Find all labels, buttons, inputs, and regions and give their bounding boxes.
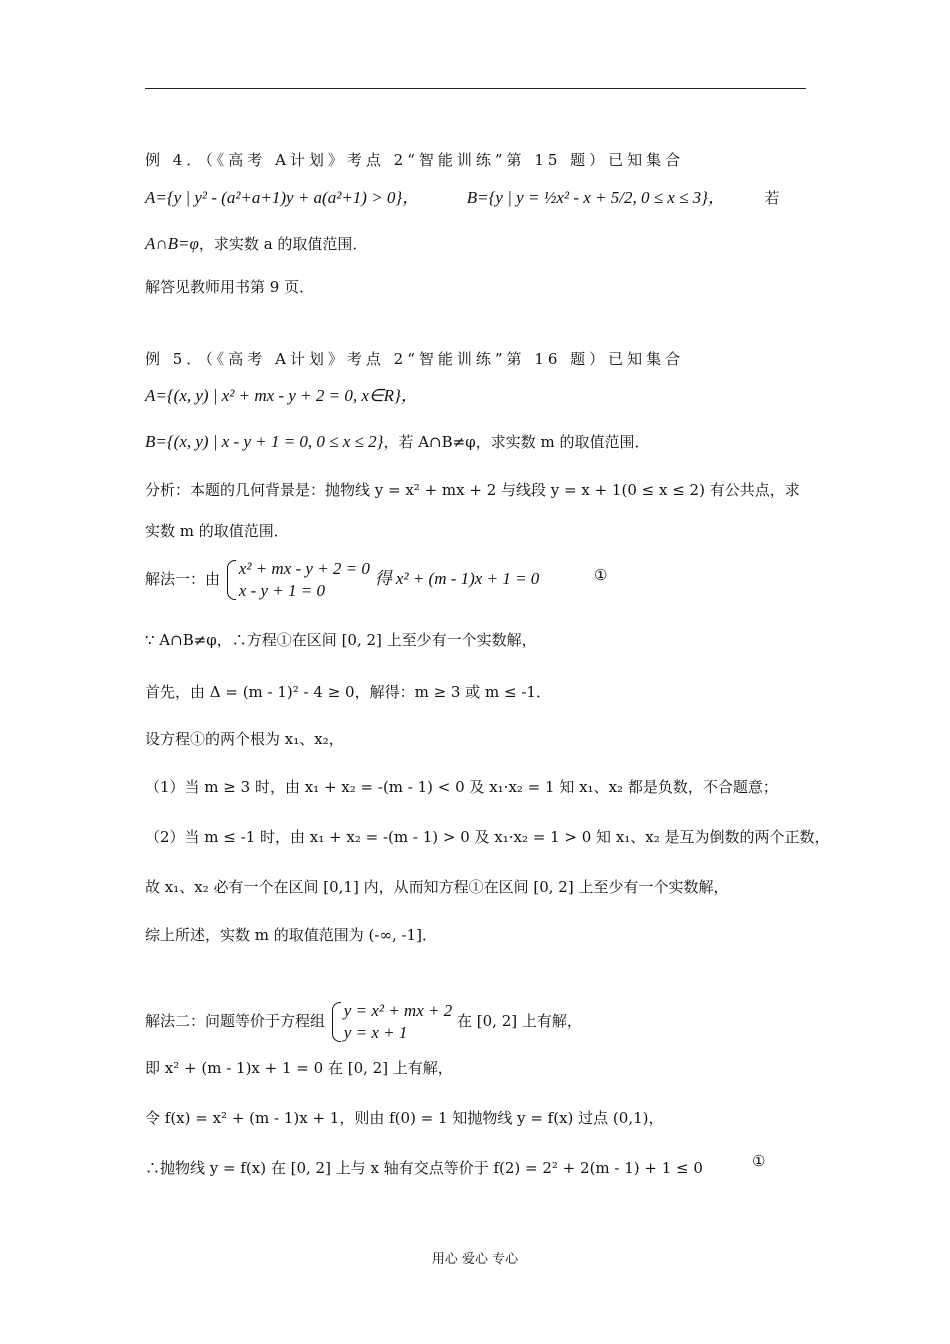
ex5-because: ∵ A∩B≠φ，∴方程①在区间 [0, 2] 上至少有一个实数解， — [145, 631, 537, 649]
ex5-set-a-expr: A={(x, y) | x² + mx - y + 2 = 0, x∈R}， — [145, 386, 418, 405]
sol1-eq2: x - y + 1 = 0 — [238, 581, 325, 600]
ex5-ask: ，若 A∩B≠φ，求实数 m 的取值范围． — [383, 433, 650, 451]
sol1-system — [225, 558, 370, 602]
ex4-set-a: A={y | y² - (a²+a+1)y + a(a²+1) > 0}， — [145, 188, 420, 207]
ex4-cond: A∩B=φ — [145, 234, 199, 253]
sol2-lead: 解法二：问题等价于方程组 — [145, 1012, 326, 1030]
header-rule — [145, 88, 806, 89]
ex5-ji: 即 x² + (m - 1)x + 1 = 0 在 [0, 2] 上有解， — [145, 1059, 453, 1077]
ex5-title: 例 5．（《高考 A计划》考点 2“智能训练”第 16 题）已知集合 — [145, 350, 685, 368]
circle-one-marker: ① — [594, 566, 608, 584]
circle-one-marker-2: ① — [752, 1152, 766, 1170]
ex5-sol2 — [145, 1000, 582, 1044]
ex5-analysis-1: 分析：本题的几何背景是：抛物线 y = x² + mx + 2 与线段 y = x + 1(0 ≤ x ≤ 2) 有公共点，求 — [145, 481, 800, 499]
ex5-first: 首先，由 Δ = (m - 1)² - 4 ≥ 0，解得：m ≥ 3 或 m ≤ -1． — [145, 683, 551, 701]
sol1-eq1: x² + mx - y + 2 = 0 — [238, 559, 370, 578]
ex5-case1: （1）当 m ≥ 3 时，由 x₁ + x₂ = -(m - 1) < 0 及 x₁·x₂ = 1 知 x₁、x₂ 都是负数，不合题意； — [145, 778, 778, 796]
ex5-sol1 — [145, 558, 539, 602]
ex5-therefore2: ∴抛物线 y = f(x) 在 [0, 2] 上与 x 轴有交点等价于 f(2) = 2² + 2(m - 1) + 1 ≤ 0 — [145, 1159, 703, 1177]
sol2-tail: 在 [0, 2] 上有解， — [457, 1012, 582, 1030]
sol2-system — [330, 1000, 452, 1044]
ex5-case2: （2）当 m ≤ -1 时，由 x₁ + x₂ = -(m - 1) > 0 及 x₁·x₂ = 1 > 0 知 x₁、x₂ 是互为倒数的两个正数， — [145, 828, 830, 846]
page-footer: 用心 爱心 专心 — [431, 1252, 519, 1267]
ex4-sets — [145, 188, 780, 208]
ex5-ling: 令 f(x) = x² + (m - 1)x + 1，则由 f(0) = 1 知抛物线 y = f(x) 过点 (0,1)， — [145, 1109, 664, 1127]
sol2-eq2: y = x + 1 — [343, 1023, 408, 1042]
ex4-set-b: B={y | y = ½x² - x + 5/2, 0 ≤ x ≤ 3}， — [466, 188, 725, 207]
ex5-set-a — [145, 386, 418, 406]
ex4-condition — [145, 234, 367, 254]
ex4-title: 例 4．（《高考 A计划》考点 2“智能训练”第 15 题）已知集合 — [145, 151, 685, 169]
ex5-therefore: 故 x₁、x₂ 必有一个在区间 [0,1] 内，从而知方程①在区间 [0, 2] 上至少有一个实数解， — [145, 878, 729, 896]
sol2-eq1: y = x² + mx + 2 — [343, 1001, 453, 1020]
ex4-answer: 解答见教师用书第 9 页． — [145, 278, 315, 296]
ex5-set-b: B={(x, y) | x - y + 1 = 0, 0 ≤ x ≤ 2} — [145, 432, 384, 451]
ex4-ruo: 若 — [764, 189, 780, 207]
ex5-summary: 综上所述，实数 m 的取值范围为 (-∞, -1]． — [145, 926, 437, 944]
ex4-ask: ，求实数 a 的取值范围． — [198, 235, 368, 253]
ex5-set-b-line — [145, 432, 649, 452]
ex5-analysis-2: 实数 m 的取值范围． — [145, 522, 289, 540]
sol1-result: 得 x² + (m - 1)x + 1 = 0 — [374, 569, 540, 588]
ex5-roots: 设方程①的两个根为 x₁、x₂， — [145, 730, 344, 748]
sol1-lead: 解法一：由 — [145, 570, 221, 588]
